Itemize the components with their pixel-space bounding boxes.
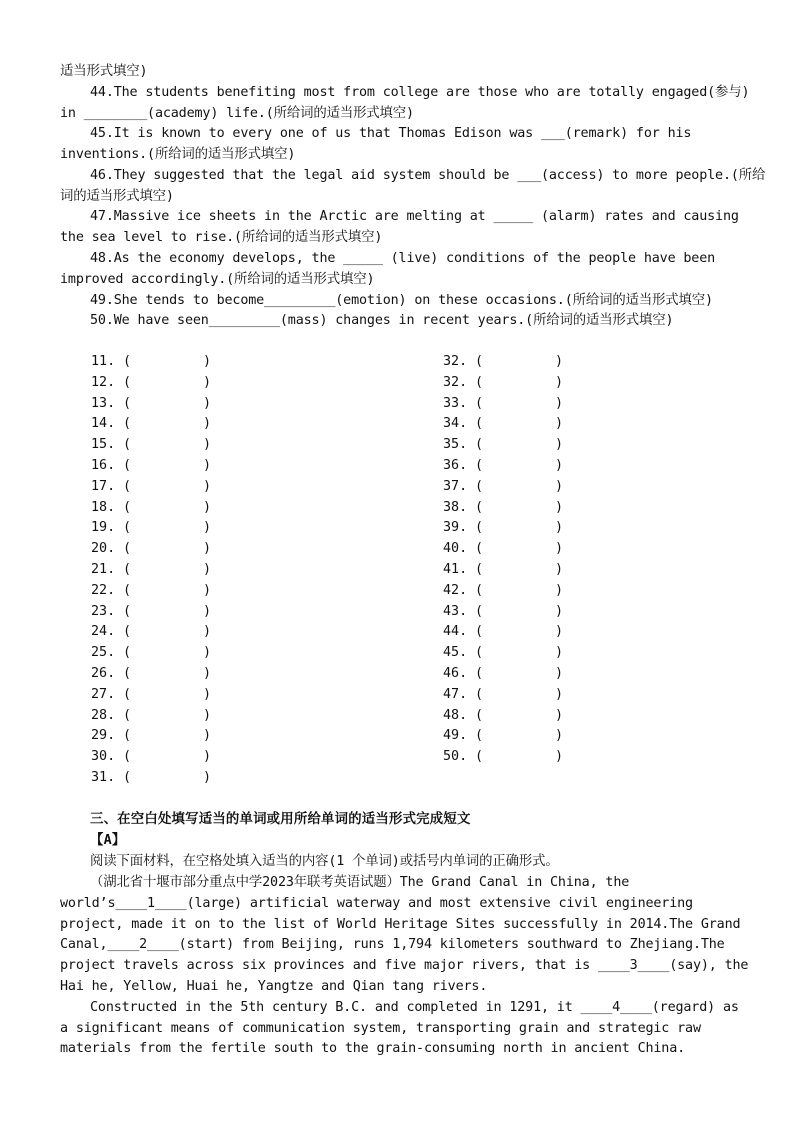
answer-number: 49. [443, 728, 468, 744]
section-tag: 【A】 [90, 833, 126, 848]
answer-row [91, 602, 211, 623]
answer-number: 33. [443, 395, 468, 411]
answer-blank-open[interactable]: ( [123, 686, 132, 702]
passage-line: Hai he, Yellow, Huai he, Yangtze and Qian tang rivers. [60, 979, 488, 994]
answer-blank-open[interactable]: ( [475, 665, 484, 681]
answer-blank-close: ) [203, 728, 212, 744]
answer-number: 50. [443, 749, 468, 765]
answer-number: 38. [443, 499, 468, 515]
answer-number: 11. [91, 354, 116, 369]
answer-blank-close: ) [555, 603, 564, 619]
answer-blank-close: ) [555, 499, 564, 515]
answer-blank-close: ) [555, 541, 564, 557]
answer-blank-open[interactable]: ( [475, 582, 484, 598]
answer-blank-close: ) [555, 728, 564, 744]
answer-row [443, 456, 563, 477]
answer-row [443, 622, 563, 643]
answer-row [443, 602, 563, 623]
answer-number: 44. [443, 624, 468, 640]
answer-row [443, 685, 563, 706]
answer-blank-open[interactable]: ( [475, 561, 484, 577]
answer-blank-close: ) [555, 457, 564, 473]
answer-number: 39. [443, 520, 468, 536]
answer-blank-open[interactable]: ( [123, 707, 132, 723]
answer-row [443, 477, 563, 498]
answer-blank-close: ) [555, 416, 564, 432]
answer-blank-open[interactable]: ( [123, 582, 132, 598]
answer-row [91, 394, 211, 415]
answer-blank-close: ) [555, 707, 564, 723]
answer-number: 42. [443, 582, 468, 598]
question-47: 47.Massive ice sheets in the Arctic are melting at _____ (alarm) rates and causing [90, 209, 739, 224]
answer-blank-open[interactable]: ( [475, 478, 484, 494]
question-46: 46.They suggested that the legal aid system should be ___(access) to more people.(所给 [90, 168, 766, 183]
answer-number: 29. [91, 728, 116, 744]
passage-line: project, made it on to the list of World Heritage Sites successfully in 2014.The Grand [60, 917, 741, 932]
passage-line: a significant means of communication system, transporting grain and strategic raw [60, 1021, 701, 1036]
answer-number: 17. [91, 478, 116, 494]
answer-blank-open[interactable]: ( [123, 478, 132, 494]
answer-blank-open[interactable]: ( [475, 395, 484, 411]
answer-row [91, 685, 211, 706]
answer-blank-close: ) [203, 437, 212, 453]
answer-number: 31. [91, 769, 116, 785]
answer-blank-close: ) [203, 478, 212, 494]
text-line: in ________(academy) life.(所给词的适当形式填空) [60, 106, 414, 121]
answer-blank-close: ) [555, 374, 564, 390]
passage-line: world’s____1____(large) artificial waterway and most extensive civil engineering [60, 896, 693, 911]
answer-blank-open[interactable]: ( [123, 603, 132, 619]
answer-row [91, 435, 211, 456]
passage-line: （湖北省十堰市部分重点中学2023年联考英语试题）The Grand Canal in China, the [90, 875, 630, 890]
answer-row [91, 726, 211, 747]
answer-row [91, 768, 211, 789]
answer-blank-open[interactable]: ( [123, 541, 132, 557]
answer-blank-close: ) [555, 437, 564, 453]
answer-blank-close: ) [203, 707, 212, 723]
answer-blank-open[interactable]: ( [123, 665, 132, 681]
answer-blank-open[interactable]: ( [475, 354, 484, 369]
answer-blank-open[interactable]: ( [123, 416, 132, 432]
answer-blank-open[interactable]: ( [123, 499, 132, 515]
answer-blank-open[interactable]: ( [123, 561, 132, 577]
answer-blank-open[interactable]: ( [475, 728, 484, 744]
answer-row [443, 747, 563, 768]
answer-number: 20. [91, 541, 116, 557]
answer-blank-close: ) [555, 645, 564, 661]
answer-number: 30. [91, 749, 116, 765]
answer-blank-open[interactable]: ( [475, 603, 484, 619]
text-line: inventions.(所给词的适当形式填空) [60, 147, 296, 162]
answer-row [443, 414, 563, 435]
text-line: 词的适当形式填空) [60, 189, 174, 204]
answer-blank-open[interactable]: ( [475, 624, 484, 640]
answer-number: 27. [91, 686, 116, 702]
passage-line: project travels across six provinces and five major rivers, that is ____3____(say), the [60, 958, 749, 973]
answer-column-right [443, 352, 563, 768]
answer-number: 47. [443, 686, 468, 702]
answer-blank-close: ) [203, 541, 212, 557]
answer-row [443, 394, 563, 415]
answer-blank-open[interactable]: ( [475, 541, 484, 557]
answer-row [91, 498, 211, 519]
answer-row [91, 477, 211, 498]
answer-blank-open[interactable]: ( [475, 499, 484, 515]
answer-row [443, 560, 563, 581]
answer-number: 46. [443, 665, 468, 681]
answer-number: 34. [443, 416, 468, 432]
answer-blank-open[interactable]: ( [123, 374, 132, 390]
answer-blank-close: ) [203, 457, 212, 473]
answer-blank-open[interactable]: ( [123, 437, 132, 453]
answer-number: 22. [91, 582, 116, 598]
answer-blank-close: ) [203, 582, 212, 598]
answer-number: 43. [443, 603, 468, 619]
answer-blank-open[interactable]: ( [475, 457, 484, 473]
answer-row [91, 456, 211, 477]
passage-line: Constructed in the 5th century B.C. and completed in 1291, it ____4____(regard) as [90, 1000, 739, 1015]
answer-number: 32. [443, 354, 468, 369]
answer-row [91, 352, 211, 373]
answer-row [443, 373, 563, 394]
question-49: 49.She tends to become_________(emotion) on these occasions.(所给词的适当形式填空) [90, 293, 713, 308]
answer-row [91, 518, 211, 539]
answer-number: 26. [91, 665, 116, 681]
text-line: 适当形式填空) [60, 64, 148, 79]
answer-blank-open[interactable]: ( [123, 645, 132, 661]
answer-row [443, 352, 563, 373]
answer-number: 14. [91, 416, 116, 432]
answer-row [91, 706, 211, 727]
answer-row [443, 539, 563, 560]
answer-number: 40. [443, 541, 468, 557]
answer-blank-open[interactable]: ( [475, 437, 484, 453]
answer-number: 19. [91, 520, 116, 536]
answer-number: 16. [91, 457, 116, 473]
answer-blank-close: ) [555, 561, 564, 577]
question-44: 44.The students benefiting most from college are those who are totally engaged(参与) [90, 85, 750, 100]
answer-row [91, 664, 211, 685]
answer-row [443, 435, 563, 456]
answer-blank-open[interactable]: ( [475, 374, 484, 390]
answer-blank-open[interactable]: ( [123, 769, 132, 785]
answer-row [91, 414, 211, 435]
answer-blank-close: ) [203, 561, 212, 577]
answer-blank-close: ) [203, 769, 212, 785]
answer-blank-close: ) [555, 624, 564, 640]
answer-blank-close: ) [555, 582, 564, 598]
answer-blank-close: ) [203, 686, 212, 702]
answer-blank-open[interactable]: ( [123, 728, 132, 744]
answer-row [443, 518, 563, 539]
answer-blank-open[interactable]: ( [475, 686, 484, 702]
answer-number: 25. [91, 645, 116, 661]
answer-blank-close: ) [555, 749, 564, 765]
answer-row [443, 664, 563, 685]
answer-blank-open[interactable]: ( [123, 354, 132, 369]
answer-number: 48. [443, 707, 468, 723]
answer-blank-open[interactable]: ( [475, 416, 484, 432]
answer-blank-close: ) [203, 603, 212, 619]
answer-blank-close: ) [203, 624, 212, 640]
answer-number: 24. [91, 624, 116, 640]
answer-row [443, 706, 563, 727]
answer-row [91, 539, 211, 560]
passage-line: materials from the fertile south to the grain-consuming north in ancient China. [60, 1041, 686, 1056]
answer-row [91, 560, 211, 581]
text-line: improved accordingly.(所给词的适当形式填空) [60, 272, 375, 287]
answer-blank-open[interactable]: ( [475, 749, 484, 765]
answer-row [91, 643, 211, 664]
question-50: 50.We have seen_________(mass) changes in recent years.(所给词的适当形式填空) [90, 313, 674, 328]
answer-blank-close: ) [203, 520, 212, 536]
answer-blank-close: ) [203, 645, 212, 661]
answer-number: 37. [443, 478, 468, 494]
answer-number: 35. [443, 437, 468, 453]
answer-blank-close: ) [203, 374, 212, 390]
answer-blank-open[interactable]: ( [475, 707, 484, 723]
answer-number: 21. [91, 561, 116, 577]
answer-blank-open[interactable]: ( [123, 624, 132, 640]
passage-line: Canal,____2____(start) from Beijing, runs 1,794 kilometers southward to Zhejiang.The [60, 937, 725, 952]
answer-number: 32. [443, 374, 468, 390]
answer-blank-close: ) [203, 354, 212, 369]
answer-row [443, 726, 563, 747]
answer-row [443, 581, 563, 602]
answer-number: 13. [91, 395, 116, 411]
section-heading: 三、在空白处填写适当的单词或用所给单词的适当形式完成短文 [90, 812, 471, 827]
text-line: the sea level to rise.(所给词的适当形式填空) [60, 230, 383, 245]
answer-blank-close: ) [203, 499, 212, 515]
answer-blank-close: ) [203, 416, 212, 432]
answer-number: 36. [443, 457, 468, 473]
answer-number: 23. [91, 603, 116, 619]
answer-blank-open[interactable]: ( [123, 749, 132, 765]
answer-number: 45. [443, 645, 468, 661]
answer-row [91, 622, 211, 643]
answer-blank-close: ) [203, 395, 212, 411]
answer-blank-close: ) [555, 520, 564, 536]
answer-column-left [91, 352, 211, 789]
answer-number: 18. [91, 499, 116, 515]
answer-blank-close: ) [555, 686, 564, 702]
answer-blank-open[interactable]: ( [123, 520, 132, 536]
answer-blank-close: ) [555, 478, 564, 494]
answer-blank-close: ) [203, 749, 212, 765]
instruction-text: 阅读下面材料，在空格处填入适当的内容(1 个单词)或括号内单词的正确形式。 [90, 854, 559, 869]
answer-blank-close: ) [555, 665, 564, 681]
answer-number: 41. [443, 561, 468, 577]
answer-blank-open[interactable]: ( [123, 395, 132, 411]
answer-blank-close: ) [555, 395, 564, 411]
answer-number: 12. [91, 374, 116, 390]
answer-row [91, 747, 211, 768]
answer-row [443, 643, 563, 664]
question-45: 45.It is known to every one of us that Thomas Edison was ___(remark) for his [90, 126, 692, 141]
answer-row [443, 498, 563, 519]
answer-blank-open[interactable]: ( [475, 645, 484, 661]
answer-row [91, 581, 211, 602]
question-48: 48.As the economy develops, the _____ (live) conditions of the people have been [90, 251, 716, 266]
answer-blank-close: ) [555, 354, 564, 369]
answer-blank-close: ) [203, 665, 212, 681]
answer-row [91, 373, 211, 394]
answer-number: 15. [91, 437, 116, 453]
answer-blank-open[interactable]: ( [475, 520, 484, 536]
answer-number: 28. [91, 707, 116, 723]
answer-blank-open[interactable]: ( [123, 457, 132, 473]
